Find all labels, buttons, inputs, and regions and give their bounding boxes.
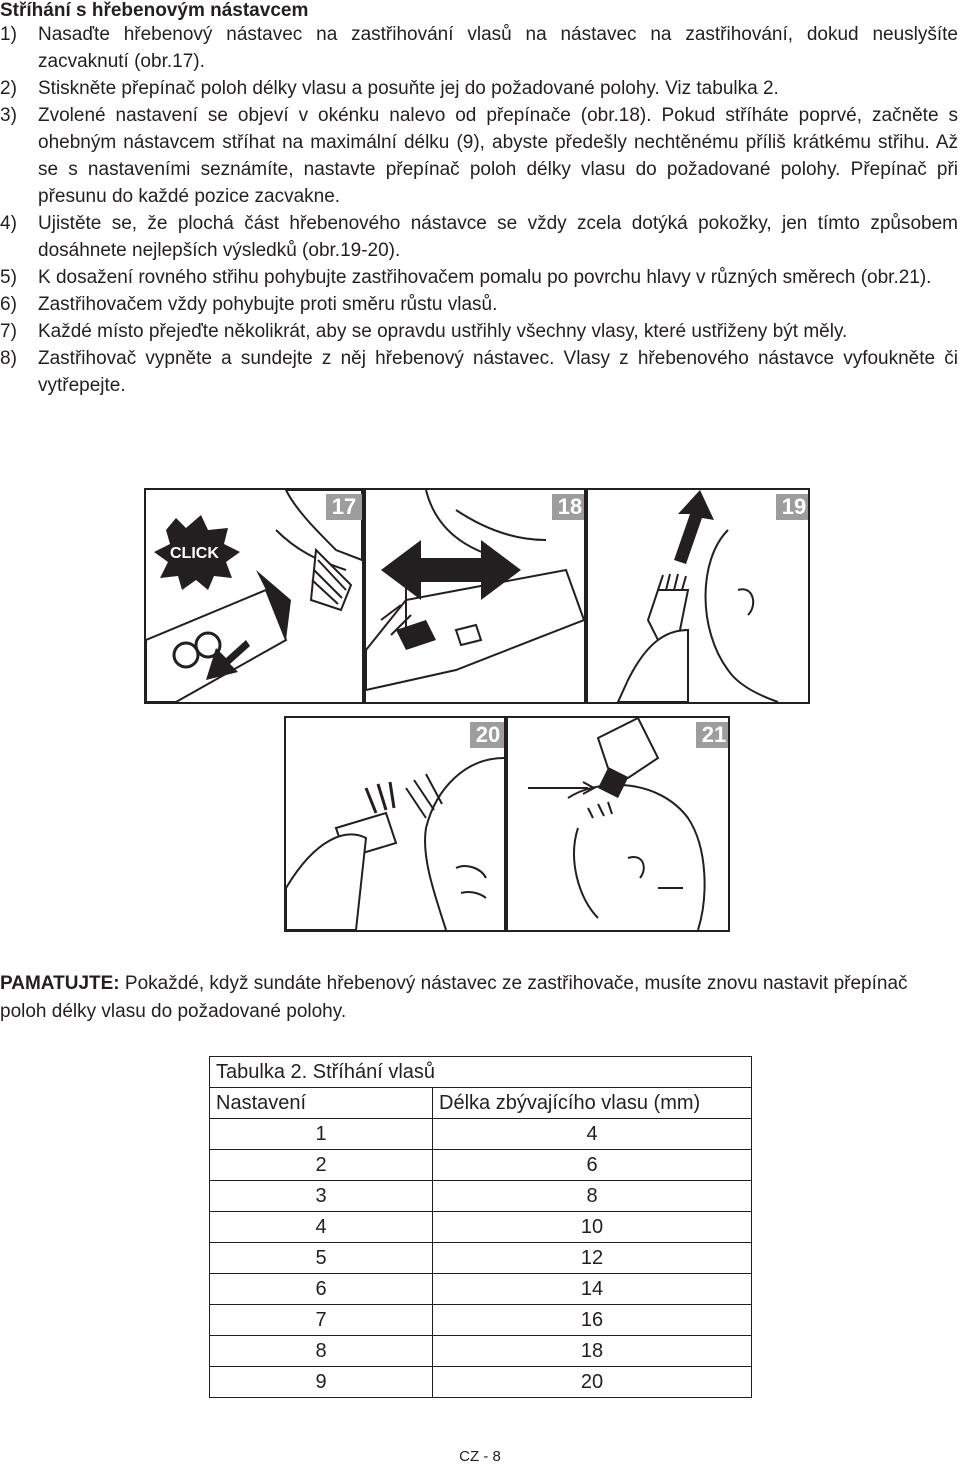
steps-list — [0, 21, 958, 399]
figure-21 — [506, 716, 730, 932]
table-cell-setting: 7 — [210, 1305, 433, 1336]
table-cell-setting: 4 — [210, 1212, 433, 1243]
figure-number: 17 — [326, 494, 362, 520]
length-settings-table — [209, 1056, 752, 1398]
table-cell-length: 14 — [433, 1274, 752, 1305]
step-item — [0, 264, 958, 291]
figure-17 — [144, 488, 364, 704]
table-cell-setting: 5 — [210, 1243, 433, 1274]
table-cell-setting: 9 — [210, 1367, 433, 1398]
table-cell-length: 6 — [433, 1150, 752, 1181]
click-badge-text: CLICK — [170, 545, 219, 562]
step-number: 7) — [0, 321, 17, 342]
note-label: PAMATUJTE: — [0, 973, 120, 994]
table-cell-length: 12 — [433, 1243, 752, 1274]
step-text: Každé místo přejeďte několikrát, aby se opravdu ustřihly všechny vlasy, které ustřiženy být měly. — [38, 321, 848, 342]
figure-20 — [284, 716, 506, 932]
clipper-attach-illustration-icon — [146, 490, 362, 702]
table-row — [210, 1150, 752, 1181]
table-header-length: Délka zbývajícího vlasu (mm) — [433, 1088, 752, 1119]
step-text: Ujistěte se, že plochá část hřebenového nástavce se vždy zcela dotýká pokožky, jen tímto způsobem dosáhnete nejlepších výsledků (obr.19-20). — [38, 213, 958, 261]
table-cell-setting: 2 — [210, 1150, 433, 1181]
table-cell-length: 18 — [433, 1336, 752, 1367]
step-number: 5) — [0, 267, 17, 288]
table-cell-length: 8 — [433, 1181, 752, 1212]
table-title-row — [210, 1057, 752, 1088]
step-number: 1) — [0, 24, 17, 45]
table-row — [210, 1274, 752, 1305]
trimming-side-head-illustration-icon — [286, 718, 504, 930]
table-row — [210, 1367, 752, 1398]
length-selector-illustration-icon — [366, 490, 584, 702]
trimming-top-head-illustration-icon — [508, 718, 728, 930]
step-item — [0, 345, 958, 399]
table-cell-length: 20 — [433, 1367, 752, 1398]
step-number: 3) — [0, 105, 17, 126]
figure-18 — [364, 488, 586, 704]
step-text: Zastřihovač vypněte a sundejte z něj hřebenový nástavec. Vlasy z hřebenového nástavce vyfoukněte či vytřepejte. — [38, 348, 958, 396]
table-cell-length: 10 — [433, 1212, 752, 1243]
table-row — [210, 1212, 752, 1243]
step-item — [0, 291, 958, 318]
table-cell-length: 16 — [433, 1305, 752, 1336]
table-row — [210, 1243, 752, 1274]
table-header-setting: Nastavení — [210, 1088, 433, 1119]
table-cell-length: 4 — [433, 1119, 752, 1150]
step-text: Nasaďte hřebenový nástavec na zastřihování vlasů na nástavec na zastřihování, dokud neuslyšíte zacvaknutí (obr.17). — [38, 24, 958, 72]
step-number: 6) — [0, 294, 17, 315]
step-text: Zastřihovačem vždy pohybujte proti směru růstu vlasů. — [38, 294, 498, 315]
page-number: CZ - 8 — [459, 1448, 501, 1465]
note-text: Pokaždé, když sundáte hřebenový nástavec ze zastřihovače, musíte znovu nastavit přepínač poloh délky vlasu do požadované polohy. — [0, 973, 908, 1022]
table-row — [210, 1336, 752, 1367]
step-text: K dosažení rovného střihu pohybujte zastřihovačem pomalu po povrchu hlavy v různých směrech (obr.21). — [38, 267, 932, 288]
table-title: Tabulka 2. Stříhání vlasů — [210, 1057, 752, 1088]
section-heading: Stříhání s hřebenovým nástavcem — [0, 0, 309, 21]
figure-number: 18 — [552, 494, 586, 520]
table-row — [210, 1181, 752, 1212]
step-item — [0, 318, 958, 345]
figure-19 — [586, 488, 810, 704]
table-row — [210, 1119, 752, 1150]
step-item — [0, 21, 958, 75]
table-cell-setting: 8 — [210, 1336, 433, 1367]
step-text: Stiskněte přepínač poloh délky vlasu a posuňte jej do požadované polohy. Viz tabulka 2. — [38, 78, 779, 99]
trimming-back-head-illustration-icon — [588, 490, 808, 702]
figure-number: 20 — [470, 722, 506, 748]
step-item — [0, 75, 958, 102]
table-cell-setting: 6 — [210, 1274, 433, 1305]
step-text: Zvolené nastavení se objeví v okénku nalevo od přepínače (obr.18). Pokud stříháte poprvé, začněte s ohebným nástavcem stříhat na maximální délku (9), abyste předešly nechtěnému příliš krátkému střihu. Až se s nastaveními seznámíte, nastavte přepínač poloh délky vlasu do požadované polohy. Přepínač při přesunu do každé pozice zacvakne. — [38, 105, 958, 207]
figure-number: 21 — [696, 722, 730, 748]
step-number: 4) — [0, 213, 17, 234]
step-item — [0, 210, 958, 264]
note-paragraph — [0, 970, 958, 1026]
table-header-row — [210, 1088, 752, 1119]
table-cell-setting: 3 — [210, 1181, 433, 1212]
step-number: 2) — [0, 78, 17, 99]
step-item — [0, 102, 958, 210]
table-row — [210, 1305, 752, 1336]
table-cell-setting: 1 — [210, 1119, 433, 1150]
figure-number: 19 — [776, 494, 810, 520]
step-number: 8) — [0, 348, 17, 369]
